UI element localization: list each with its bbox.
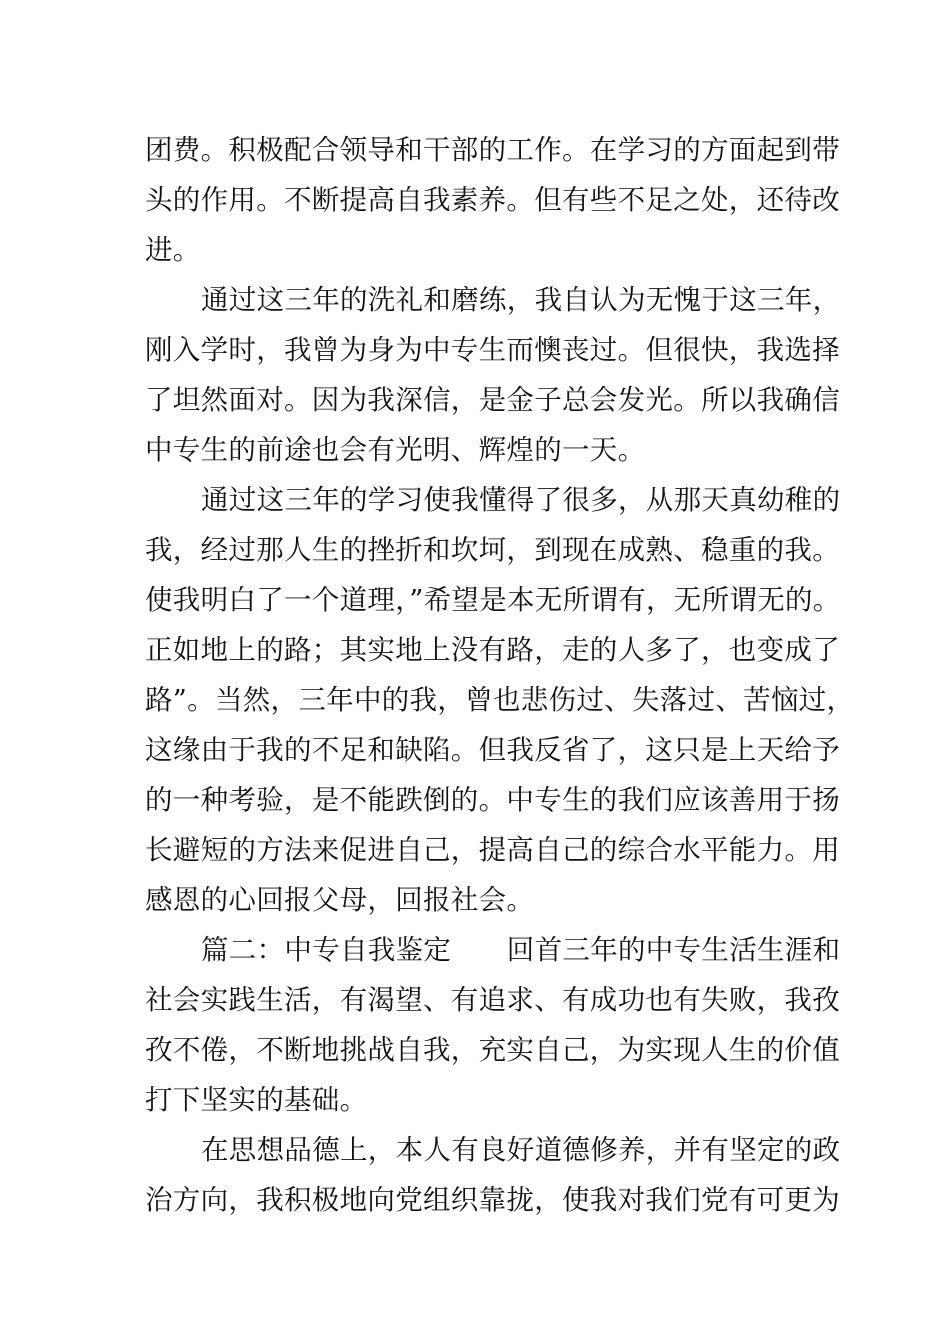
text-line: 我，经过那人生的挫折和坎坷，到现在成熟、稳重的我。 xyxy=(145,534,840,566)
document-body xyxy=(145,125,855,1225)
section-heading-line: 篇二：中专自我鉴定 回首三年的中专生活生涯和 xyxy=(201,934,841,966)
text-line: 正如地上的路；其实地上没有路，走的人多了，也变成了 xyxy=(145,634,840,666)
text-line: 进。 xyxy=(145,234,201,266)
text-line: 治方向，我积极地向党组织靠拢，使我对我们党有可更为 xyxy=(145,1184,840,1216)
text-line: 感恩的心回报父母，回报社会。 xyxy=(145,884,535,916)
text-line: 使我明白了一个道理，”希望是本无所谓有，无所谓无的。 xyxy=(145,584,841,616)
text-line: 团费。积极配合领导和干部的工作。在学习的方面起到带 xyxy=(145,134,840,166)
text-line: 这缘由于我的不足和缺陷。但我反省了，这只是上天给予 xyxy=(145,734,840,766)
paragraph-first-line: 通过这三年的学习使我懂得了很多，从那天真幼稚的 xyxy=(201,484,841,516)
text-line: 头的作用。不断提高自我素养。但有些不足之处，还待改 xyxy=(145,184,840,216)
paragraph-first-line: 通过这三年的洗礼和磨练，我自认为无愧于这三年， xyxy=(201,284,841,316)
text-line: 社会实践生活，有渴望、有追求、有成功也有失败，我孜 xyxy=(145,984,840,1016)
text-line: 刚入学时，我曾为身为中专生而懊丧过。但很快，我选择 xyxy=(145,334,840,366)
text-line: 中专生的前途也会有光明、辉煌的一天。 xyxy=(145,434,646,466)
text-line: 的一种考验，是不能跌倒的。中专生的我们应该善用于扬 xyxy=(145,784,840,816)
paragraph-first-line: 在思想品德上，本人有良好道德修养，并有坚定的政 xyxy=(201,1134,841,1166)
text-line: 孜不倦，不断地挑战自我，充实自己，为实现人生的价值 xyxy=(145,1034,840,1066)
text-line: 了坦然面对。因为我深信，是金子总会发光。所以我确信 xyxy=(145,384,840,416)
text-line: 路”。当然，三年中的我，曾也悲伤过、失落过、苦恼过， xyxy=(145,684,855,716)
text-line: 打下坚实的基础。 xyxy=(145,1084,368,1116)
text-line: 长避短的方法来促进自己，提高自己的综合水平能力。用 xyxy=(145,834,840,866)
